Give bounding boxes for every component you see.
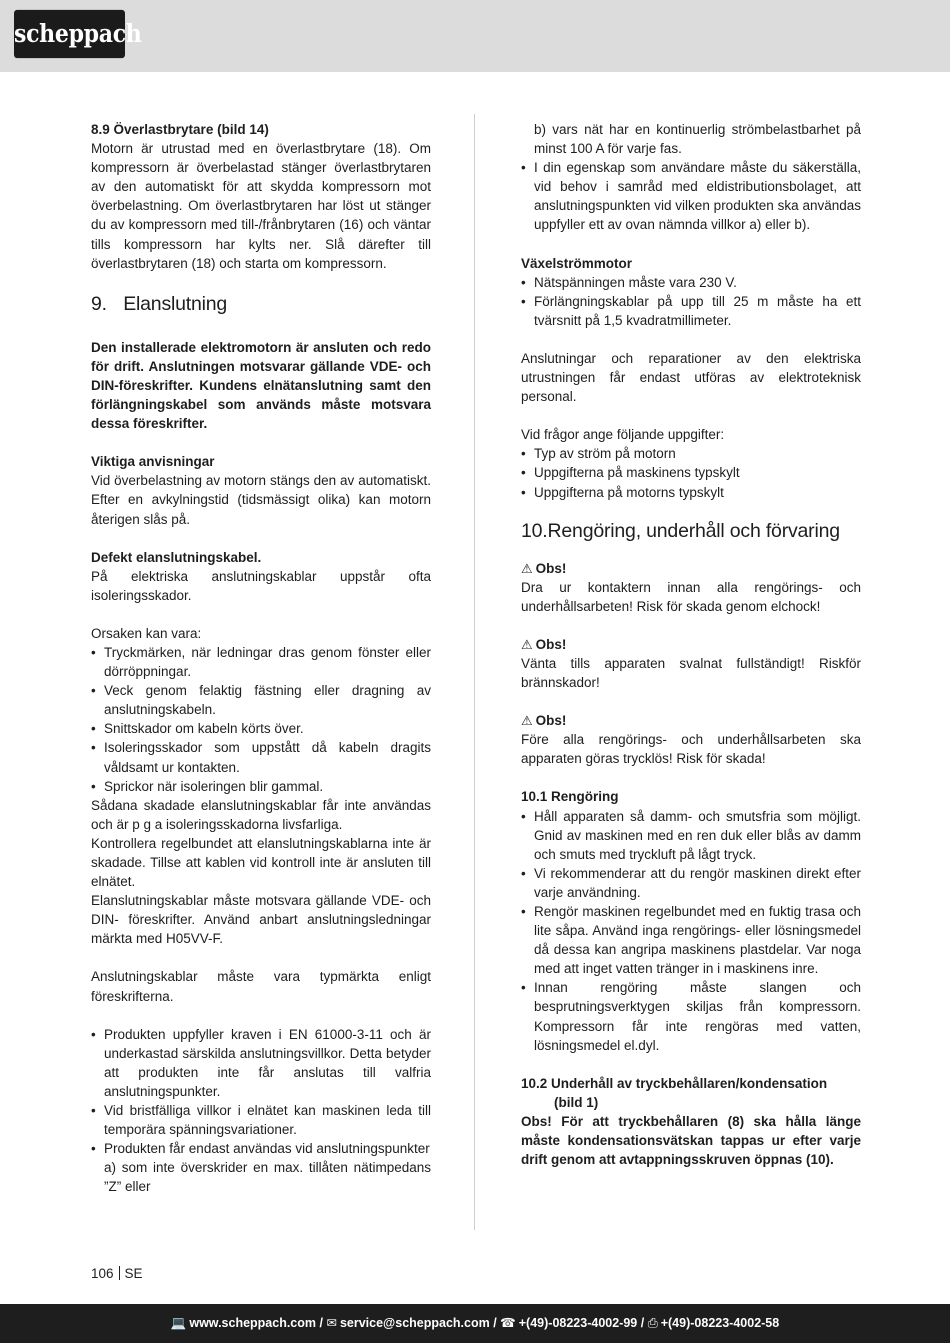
page-language: SE <box>124 1266 143 1281</box>
defect-text: På elektriska anslutningskablar uppstår ofta isoleringsskador. <box>91 568 431 603</box>
questions-list <box>521 444 861 501</box>
section-10-2-heading: 10.2 Underhåll av tryckbehållaren/kondensation <box>521 1075 828 1091</box>
left-column <box>91 120 431 1197</box>
list-item: • Isoleringsskador som uppstått då kabeln dragits våldsamt ur kontakten. <box>91 738 431 776</box>
typemark-text: Anslutningskablar måste vara typmärkta enligt föreskrifterna. <box>91 969 431 1004</box>
section-8-9-heading: 8.9 Överlastbrytare (bild 14) <box>91 122 269 137</box>
fax-icon: ⎙ <box>647 1316 658 1330</box>
list-item-subtext: a) som inte överskrider en max. tillåten nätimpedans ”Z” eller <box>104 1160 431 1195</box>
column-divider <box>474 114 475 1230</box>
important-heading: Viktiga anvisningar <box>91 454 215 470</box>
warning-1-text: Dra ur kontaktern innan alla rengörings- och underhållsarbeten! Risk för skada genom elchock! <box>521 579 861 614</box>
list-item: • Tryckmärken, när ledningar dras genom fönster eller dörröppningar. <box>91 643 431 681</box>
footer-phone: +(49)-08223-4002-99 <box>518 1316 638 1330</box>
list-item: • Sprickor när isoleringen blir gammal. <box>91 777 431 796</box>
section-9-heading <box>91 292 431 316</box>
email-icon: ✉ <box>326 1316 337 1330</box>
warning-icon: ⚠ <box>521 636 533 652</box>
list-item: • I din egenskap som användare måste du säkerställa, vid behov i samråd med eldistributionsbolaget, att anslutningspunkten vid vilken produkten ska användas uppfyller ett av ovan nämnda villkor a) eller b). <box>521 158 861 234</box>
right-column <box>521 120 861 1169</box>
list-item: • Uppgifterna på maskinens typskylt <box>521 463 861 482</box>
footer-separator: / <box>640 1316 645 1330</box>
footer-website: www.scheppach.com <box>189 1316 317 1330</box>
list-item <box>91 1139 431 1196</box>
warning-3-text: Före alla rengörings- och underhållsarbeten ska apparaten göras trycklös! Risk för skada! <box>521 732 861 767</box>
list-item: • Veck genom felaktig fästning eller dragning av anslutningskabeln. <box>91 681 431 719</box>
section-9-intro: Den installerade elektromotorn är ansluten och redo för drift. Anslutningen motsvarar gällande VDE- och DIN-föreskrifter. Kundens elnätanslutning samt den förlängningskabel som används måste motsvara dessa föreskrifter. <box>91 339 431 432</box>
check-text: Kontrollera regelbundet att elanslutningskablarna inte är skadade. Tillse att kablen vid kontroll inte är ansluten till elnätet. <box>91 835 431 890</box>
section-10-title: Rengöring, underhåll och förvaring <box>547 519 840 542</box>
warning-icon: ⚠ <box>521 713 533 729</box>
page-footer <box>0 1304 950 1343</box>
phone-icon: ☎ <box>500 1316 516 1330</box>
product-list <box>91 1025 431 1197</box>
cleaning-list <box>521 807 861 1055</box>
section-9-title: Elanslutning <box>123 292 228 315</box>
footer-separator: / <box>493 1316 497 1330</box>
list-item: • Vid bristfälliga villkor i elnätet kan maskinen leda till temporära spänningsvariationer. <box>91 1101 431 1139</box>
warning-2-text: Vänta tills apparaten svalnat fullständigt! Riskför brännskador! <box>521 655 861 691</box>
warning-2-label: ⚠ Obs! <box>521 635 861 654</box>
warning-3-label: ⚠ Obs! <box>521 711 861 730</box>
list-item: • Förlängningskablar på upp till 25 m måste ha ett tvärsnitt på 1,5 kvadratmillimeter. <box>521 292 861 330</box>
list-item: • Typ av ström på motorn <box>521 444 861 463</box>
page-number <box>91 1264 143 1283</box>
list-item: • Produkten uppfyller kraven i EN 61000-3-11 och är underkastad särskilda anslutningsvillkor. Detta betyder att produkten inte får anslutas till valfria anslutningspunkter. <box>91 1025 431 1101</box>
footer-separator: / <box>319 1316 323 1330</box>
damaged-text: Sådana skadade elanslutningskablar får inte användas och är p g a isoleringsskadorna livsfarliga. <box>91 797 431 832</box>
defect-heading: Defekt elanslutningskabel. <box>91 549 262 565</box>
section-9-number: 9. <box>91 292 107 315</box>
scheppach-logo: scheppach <box>14 10 125 58</box>
warning-icon: ⚠ <box>521 560 533 576</box>
ac-motor-list <box>521 273 861 330</box>
page-number-value: 106 <box>91 1266 114 1281</box>
list-item: • Vi rekommenderar att du rengör maskinen direkt efter varje användning. <box>521 864 861 902</box>
ac-motor-heading: Växelströmmotor <box>521 255 633 271</box>
cause-intro: Orsaken kan vara: <box>91 625 202 641</box>
computer-icon: 💻 <box>170 1316 187 1330</box>
list-item: • Håll apparaten så damm- och smutsfria som möjligt. Gnid av maskinen med en ren duk eller blås av damm och smuts med tryckluft på lågt tryck. <box>521 807 861 864</box>
footer-email: service@scheppach.com <box>339 1316 490 1330</box>
continued-list <box>521 158 861 234</box>
footer-fax: +(49)-08223-4002-58 <box>660 1316 780 1330</box>
section-10-2-heading-sub: (bild 1) <box>554 1094 599 1110</box>
section-10-1-heading: 10.1 Rengöring <box>521 789 619 805</box>
important-text: Vid överbelastning av motorn stängs den av automatiskt. Efter en avkylningstid (tidsmässigt olika) kan motorn återigen slås på. <box>91 473 431 527</box>
list-item-text: Produkten får endast användas vid anslutningspunkter <box>104 1141 430 1157</box>
warning-1-label: ⚠ Obs! <box>521 559 861 578</box>
continued-text: b) vars nät har en kontinuerlig strömbelastbarhet på minst 100 A för varje fas. <box>534 122 861 157</box>
repair-text: Anslutningar och reparationer av den elektriska utrustningen får endast utföras av elektroteknisk personal. <box>521 350 861 405</box>
list-item: • Snittskador om kabeln körts över. <box>91 719 431 738</box>
page-header <box>0 0 950 72</box>
list-item: • Nätspänningen måste vara 230 V. <box>521 273 861 292</box>
section-8-9-text: Motorn är utrustad med en överlastbrytare (18). Om kompressorn är överbelastad stänger överlastbrytaren av den automatiskt för att skydda kompressorn mot överbelastning. Om överlastbrytaren har löst ut stänger du av kompressorn med till-/frånbrytaren (16) och väntar tills kompressorn har kylts ner. Slå därefter till överlastbrytaren (18) och starta om kompressorn. <box>91 141 431 271</box>
section-10-2-text: Obs! För att tryckbehållaren (8) ska hålla länge måste kondensationsvätskan tappas ur efter varje drift genom att avtappningsskruven öppnas (10). <box>521 1113 861 1168</box>
questions-intro: Vid frågor ange följande uppgifter: <box>521 427 725 443</box>
section-10-number: 10. <box>521 519 548 542</box>
cause-list <box>91 643 431 796</box>
page-number-divider <box>119 1266 120 1280</box>
cable-text: Elanslutningskablar måste motsvara gällande VDE- och DIN- föreskrifter. Använd anbart anslutningsledningar märkta med H05VV-F. <box>91 893 431 947</box>
list-item: • Innan rengöring måste slangen och besprutningsverktygen skiljas från kompressorn. Kompressorn får inte rengöras med vatten, lösningsmedel el.dyl. <box>521 978 861 1054</box>
list-item: • Uppgifterna på motorns typskylt <box>521 483 861 502</box>
list-item: • Rengör maskinen regelbundet med en fuktig trasa och lite såpa. Använd inga rengörings- eller lösningsmedel då dessa kan angripa maskinens plastdelar. Var noga med att inget vatten tränger in i maskinens inre. <box>521 902 861 978</box>
section-10-heading <box>521 519 861 543</box>
